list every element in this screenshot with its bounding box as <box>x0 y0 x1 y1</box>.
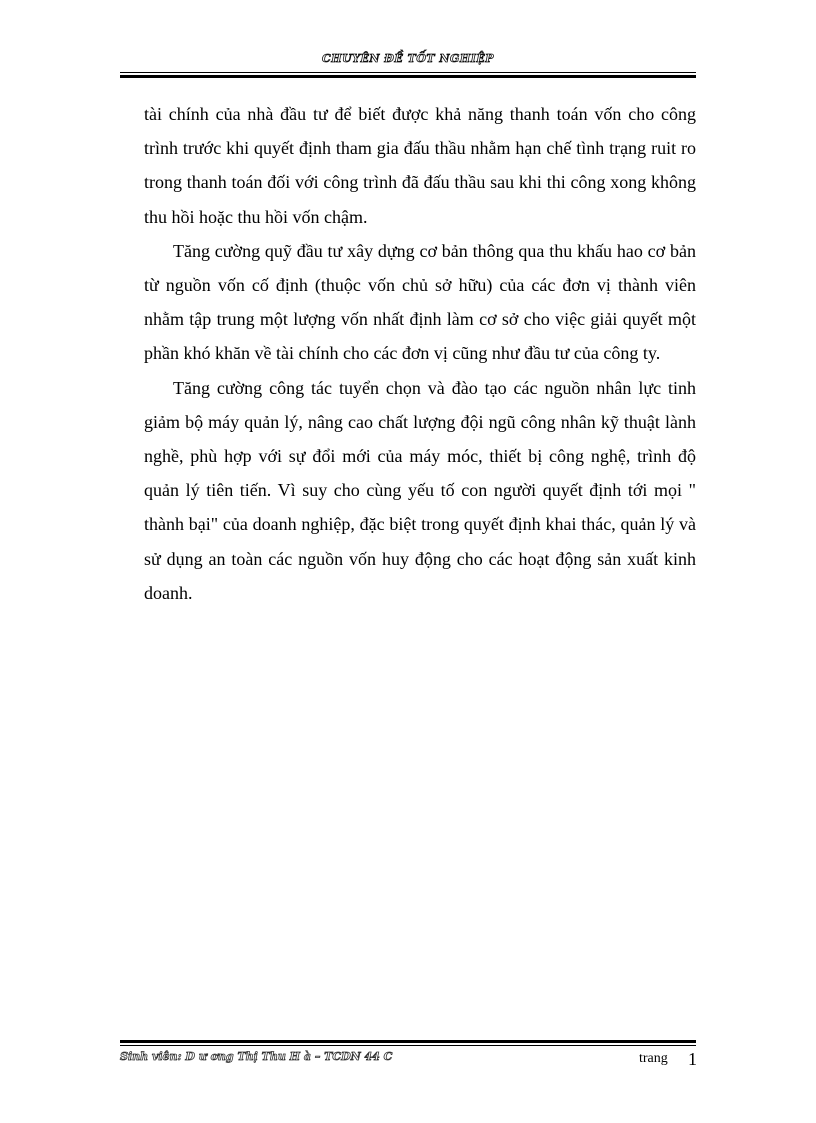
header-rule-thin <box>120 72 696 73</box>
paragraph-1: tài chính của nhà đầu tư để biết được khả năng thanh toán vốn cho công trình trước khi quyết định tham gia đấu thầu nhằm hạn chế tình trạng ruit ro trong thanh toán đối với công trình đã đấu thầu sau khi thi công xong không thu hồi hoặc thu hồi vốn chậm. <box>144 104 696 227</box>
footer-page-number: 1 <box>688 1049 697 1069</box>
footer-rule-thick <box>120 1040 696 1043</box>
header-rule-thick <box>120 75 696 78</box>
footer-author: Sinh viên: D ư ơng Thị Thu H à – TCDN 44 C <box>120 1050 393 1063</box>
footer-page-label: trang <box>639 1051 668 1066</box>
body-text <box>144 97 696 610</box>
header-title: CHUYÊN ĐỀ TỐT NGHIỆP <box>321 52 495 65</box>
paragraph-2: Tăng cường quỹ đầu tư xây dựng cơ bản thông qua thu khấu hao cơ bản từ nguồn vốn cố định (thuộc vốn chủ sở hữu) của các đơn vị thành viên nhằm tập trung một lượng vốn nhất định làm cơ sở cho việc giải quyết một phần khó khăn về tài chính cho các đơn vị cũng như đầu tư của công ty. <box>144 240 696 364</box>
footer-rule-thin <box>120 1045 696 1046</box>
paragraph-3: Tăng cường công tác tuyển chọn và đào tạo các nguồn nhân lực tinh giảm bộ máy quản lý, nâng cao chất lượng đội ngũ công nhân kỹ thuật lành nghề, phù hợp với sự đổi mới của máy móc, thiết bị công nghệ, trình độ quản lý tiên tiến. Vì suy cho cùng yếu tố con người quyết định tới mọi " thành bại" của doanh nghiệp, đặc biệt trong quyết định khai thác, quản lý và sử dụng an toàn các nguồn vốn huy động cho các hoạt động sản xuất kinh doanh. <box>144 377 696 603</box>
